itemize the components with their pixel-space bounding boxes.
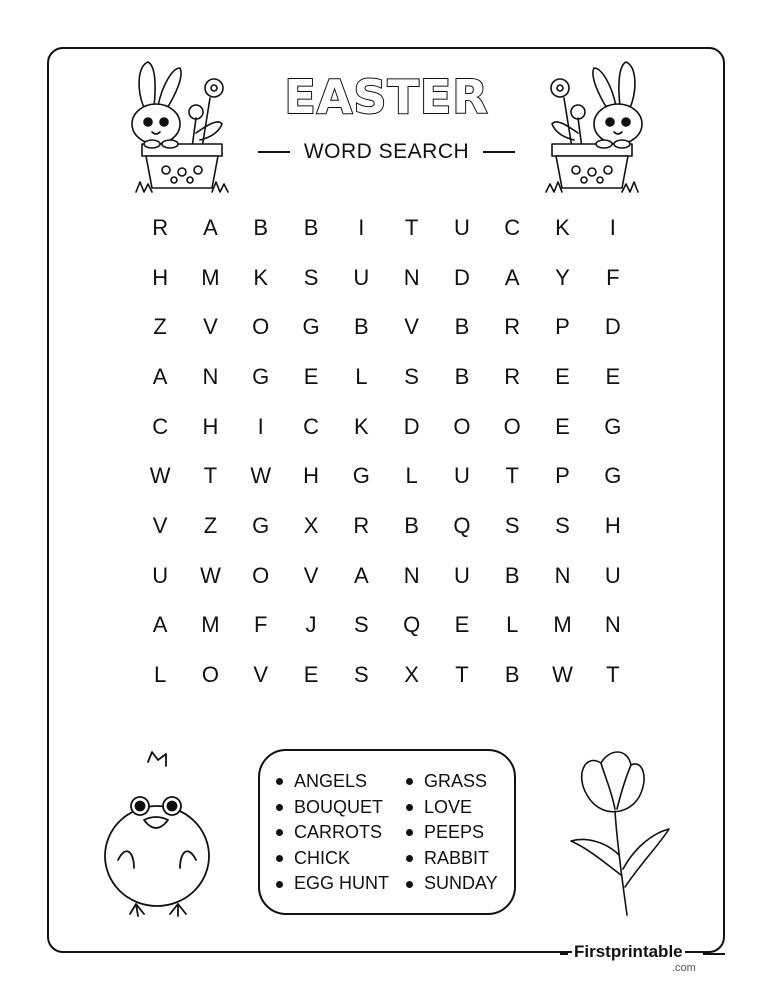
grid-letter: T: [455, 662, 469, 688]
grid-letter: B: [504, 562, 520, 588]
grid-letter: O: [503, 413, 521, 439]
footer-branding: [560, 940, 730, 980]
grid-letter: C: [152, 413, 169, 439]
word-list-item: GRASS: [406, 769, 498, 795]
grid-letter: E: [303, 662, 319, 688]
grid-letter: G: [604, 463, 622, 489]
grid-letter: C: [504, 214, 521, 240]
grid-letter: V: [253, 662, 269, 688]
grid-letter: N: [403, 264, 420, 290]
grid-letter: U: [453, 214, 470, 240]
grid-letter: B: [253, 214, 269, 240]
grid-letter: E: [605, 363, 621, 389]
grid-letter: F: [606, 264, 620, 290]
grid-letter: D: [403, 413, 420, 439]
brand-domain: .com: [672, 962, 696, 974]
grid-letter: B: [404, 512, 419, 538]
grid-letter: B: [454, 314, 470, 340]
grid-letter: S: [504, 512, 520, 538]
letter-grid: [135, 203, 638, 700]
grid-letter: V: [152, 512, 168, 538]
grid-letter: Z: [153, 314, 167, 340]
grid-letter: S: [555, 512, 570, 538]
grid-letter: G: [302, 314, 320, 340]
grid-letter: T: [505, 463, 519, 489]
word-list-item: CARROTS: [276, 820, 389, 846]
grid-letter: I: [358, 214, 365, 240]
grid-letter: E: [303, 363, 319, 389]
grid-letter: Z: [203, 512, 218, 538]
grid-letter: N: [403, 562, 420, 588]
grid-letter: B: [454, 363, 470, 389]
grid-letter: W: [149, 463, 171, 489]
grid-letter: B: [303, 214, 319, 240]
word-list-left: [276, 769, 389, 897]
grid-letter: B: [504, 662, 520, 688]
grid-letter: D: [453, 264, 470, 290]
grid-letter: E: [555, 363, 570, 389]
grid-letter: R: [504, 363, 521, 389]
grid-letter: U: [604, 562, 621, 588]
tulip-icon: [565, 745, 675, 920]
grid-letter: G: [252, 512, 270, 538]
grid-letter: J: [305, 612, 317, 638]
grid-letter: N: [202, 363, 219, 389]
grid-letter: Q: [453, 512, 471, 538]
word-list-item: EGG HUNT: [276, 871, 389, 897]
grid-letter: A: [152, 612, 168, 638]
footer-rule-right: [703, 953, 725, 955]
grid-letter: S: [353, 662, 369, 688]
grid-letter: V: [404, 314, 419, 340]
grid-letter: A: [203, 214, 218, 240]
grid-letter: A: [152, 363, 168, 389]
page-title: EASTER: [284, 70, 489, 124]
grid-letter: W: [552, 662, 573, 688]
grid-letter: K: [353, 413, 369, 439]
grid-letter: U: [152, 562, 169, 588]
grid-letter: U: [353, 264, 370, 290]
grid-letter: S: [404, 363, 419, 389]
grid-letter: H: [152, 264, 169, 290]
grid-letter: M: [201, 264, 220, 290]
grid-letter: O: [252, 562, 270, 588]
grid-letter: M: [553, 612, 572, 638]
grid-letter: T: [606, 662, 620, 688]
subtitle-rule-right: [483, 151, 515, 153]
grid-letter: V: [203, 314, 218, 340]
grid-letter: N: [554, 562, 571, 588]
word-list-item: ANGELS: [276, 769, 389, 795]
grid-letter: M: [201, 612, 220, 638]
page-subtitle: WORD SEARCH: [303, 140, 470, 163]
word-list-item: CHICK: [276, 846, 389, 872]
grid-letter: E: [454, 612, 470, 638]
grid-letter: T: [404, 214, 419, 240]
grid-letter: O: [252, 314, 270, 340]
footer-rule-left: [560, 953, 568, 955]
grid-letter: D: [604, 314, 621, 340]
grid-letter: G: [604, 413, 622, 439]
word-list-right: [406, 769, 498, 897]
grid-letter: E: [555, 413, 570, 439]
word-list-item: RABBIT: [406, 846, 498, 872]
grid-letter: Q: [403, 612, 421, 638]
grid-letter: R: [152, 214, 169, 240]
word-list-item: BOUQUET: [276, 795, 389, 821]
subtitle-row: [0, 140, 773, 164]
grid-letter: L: [355, 363, 368, 389]
grid-letter: P: [555, 463, 570, 489]
grid-letter: H: [303, 463, 319, 489]
grid-letter: R: [504, 314, 521, 340]
grid-letter: P: [555, 314, 570, 340]
brand-name: Firstprintable: [574, 942, 683, 961]
grid-letter: G: [352, 463, 370, 489]
grid-letter: O: [201, 662, 219, 688]
grid-letter: F: [254, 612, 268, 638]
word-list-box: [258, 749, 516, 915]
grid-letter: U: [453, 562, 470, 588]
grid-letter: L: [506, 612, 519, 638]
grid-letter: C: [303, 413, 319, 439]
grid-letter: S: [353, 612, 369, 638]
word-list-item: PEEPS: [406, 820, 498, 846]
word-list-item: LOVE: [406, 795, 498, 821]
grid-letter: W: [250, 463, 272, 489]
grid-letter: O: [453, 413, 471, 439]
grid-letter: X: [303, 512, 319, 538]
grid-letter: L: [405, 463, 418, 489]
grid-letter: X: [404, 662, 419, 688]
grid-letter: A: [504, 264, 520, 290]
grid-letter: R: [353, 512, 370, 538]
grid-letter: Y: [555, 264, 570, 290]
grid-letter: T: [203, 463, 218, 489]
grid-letter: H: [202, 413, 219, 439]
word-list-item: SUNDAY: [406, 871, 498, 897]
grid-letter: I: [257, 413, 264, 439]
grid-letter: U: [453, 463, 470, 489]
grid-letter: B: [353, 314, 369, 340]
grid-letter: I: [609, 214, 616, 240]
grid-letter: K: [253, 264, 269, 290]
grid-letter: N: [604, 612, 621, 638]
grid-letter: K: [555, 214, 570, 240]
grid-letter: L: [154, 662, 167, 688]
grid-letter: V: [303, 562, 319, 588]
grid-letter: W: [200, 562, 221, 588]
grid-letter: S: [303, 264, 319, 290]
grid-letter: G: [252, 363, 270, 389]
grid-letter: A: [353, 562, 369, 588]
chick-icon: [100, 748, 214, 918]
subtitle-rule-left: [258, 151, 290, 153]
grid-letter: H: [604, 512, 621, 538]
